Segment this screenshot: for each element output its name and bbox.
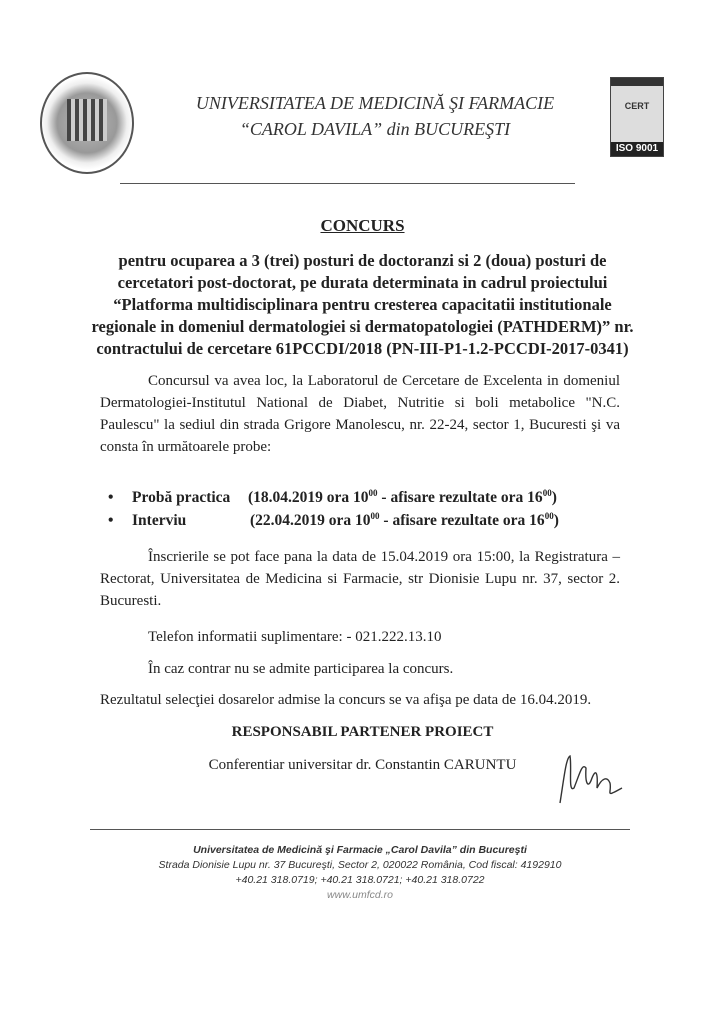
university-header (150, 90, 600, 142)
header-line-1: UNIVERSITATEA DE MEDICINĂ ŞI FARMACIE (195, 93, 555, 113)
phone-info: Telefon informatii suplimentare: - 021.222.13.10 (148, 629, 442, 645)
header-divider (120, 183, 575, 184)
header-line-2: “CAROL DAVILA” din BUCUREŞTI (239, 119, 511, 139)
responsible-title: RESPONSABIL PARTENER PROIECT (231, 724, 494, 740)
probe-item: • Interviu (22.04.2019 ora $10^{00}$ - afisare rezultate ora $16^{00}$) (108, 509, 725, 532)
results-note: Rezultatul selecţiei dosarelor admise la concurs se va afişa pe data de 16.04.2019. (100, 692, 592, 708)
signature (552, 748, 632, 808)
document-body (0, 216, 725, 776)
footer-divider (90, 829, 630, 830)
registration-paragraph: Înscrierile se pot face pana la data de 15.04.2019 ora 15:00, la Registratura – Rectorat, Universitatea de Medicina si Farmacie, str Dionisie Lupu nr. 37, sector 2. Bucuresti. (100, 549, 620, 609)
iso-label: ISO 9001 (611, 142, 663, 156)
university-seal-logo (40, 72, 134, 174)
footer: Universitatea de Medicină şi Farmacie „Carol Davila” din Bucureşti Strada Dionisie Lupu nr. 37 Bucureşti, Sector 2, 020022 România, Cod fiscal: 4192910 +40.21 318.0719; +40.21 318.0721; +40.21 318.0722 www.umfcd.ro (100, 843, 620, 903)
bullet-icon: • (108, 512, 114, 529)
bullet-icon: • (108, 489, 114, 506)
location-paragraph: Concursul va avea loc, la Laboratorul de Cercetare de Excelenta in domeniul Dermatologiei-Institutul National de Diabet, Nutritie si boli metabolice "N.C. Paulescu" la sediul din strada Grigore Manolescu, nr. 22-24, sector 1, Bucuresti şi va consta în următoarele probe: (100, 373, 620, 455)
participation-note: În caz contrar nu se admite participarea la concurs. (148, 661, 454, 677)
probe-list (0, 486, 725, 532)
competition-subject: pentru ocuparea a 3 (trei) posturi de doctoranzi si 2 (doua) posturi de cercetatori post-doctorat, pe durata determinata in cadrul proiectului “Platforma multidisciplinara pentru cresterea capacitatii institutionale regionale in domeniul dermatologiei si dermatopatologiei (PATHDERM)” nr. contractului de cercetare 61PCCDI/2018 (PN-III-P1-1.2-PCCDI-2017-0341) (91, 251, 634, 358)
page-title: CONCURS (320, 216, 405, 235)
website-link[interactable]: www.umfcd.ro (327, 889, 393, 901)
iso-certification-logo: CERT ISO 9001 (610, 77, 664, 157)
probe-item: • Probă practica (18.04.2019 ora $10^{00}$ - afisare rezultate ora $16^{00}$) (108, 486, 725, 509)
responsible-name: Conferentiar universitar dr. Constantin CARUNTU (208, 757, 517, 773)
